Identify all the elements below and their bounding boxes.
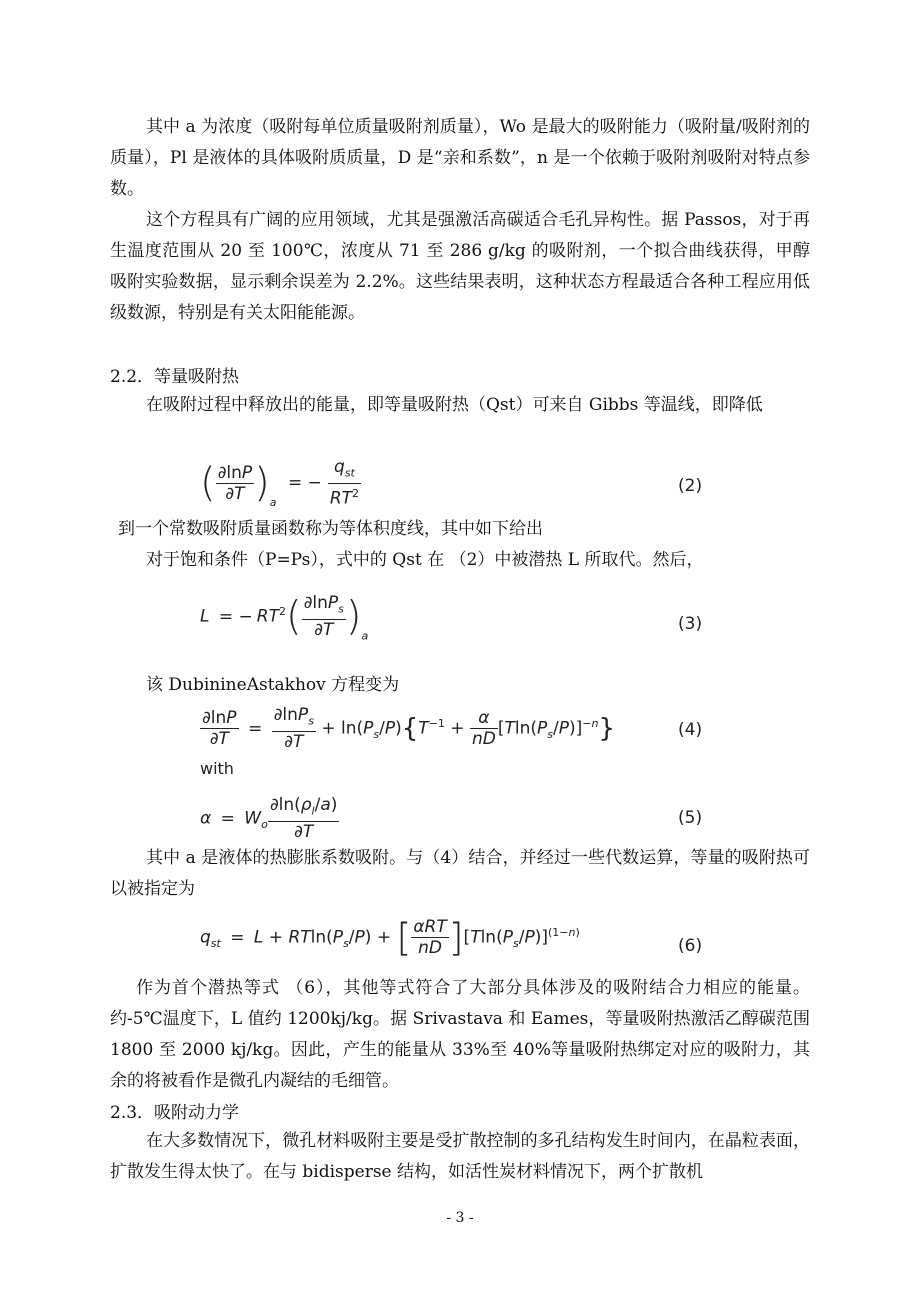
paragraph-passos: 这个方程具有广阔的应用领域，尤其是强激活高碳适合毛孔异构性。据 Passos，对于再生温度范围从 20 至 100℃，浓度从 71 至 286 g/kg 的吸附剂，一个拟合曲线获得，甲醇吸附实验数据，显示剩余误差为 2.2%。这些结果表明，这种状态方程最适合各种工程应用低级数源，特别是有关太阳能能源。 <box>110 210 810 323</box>
paragraph-thermal-expansion: 其中 a 是液体的热膨胀系数吸附。与（4）结合，并经过一些代数运算，等量的吸附热可以被指定为 <box>110 848 810 899</box>
equation-5-number: (5) <box>678 808 703 828</box>
equation-6-number: (6) <box>678 936 703 956</box>
equation-2-number: (2) <box>678 476 703 496</box>
line-saturation-condition: 对于饱和条件（P=Ps），式中的 Qst 在 （2）中被潜热 L 所取代。然后， <box>146 550 704 570</box>
section-heading-2-2: 2.2．等量吸附热 <box>110 367 240 387</box>
equation-4: $\frac{\partial\ln P}{\partial T}$ = $\frac{\partial\ln P_s}{\partial T}$ + $\ln(P_s/P)\{T^{-1}$ + $\frac{\alpha}{nD}$ $[Tln(P_s/P)]^{-n}$} <box>202 705 616 753</box>
line-after-eq2: 到一个常数吸附质量函数称为等体积度线，其中如下给出 <box>118 519 543 539</box>
equation-2: ( $\frac{\partial\ln P}{\partial T}$ )$_a$ = − $\frac{q_{st}}{RT^2}$ <box>200 457 360 510</box>
equation-3-number: (3) <box>678 614 703 634</box>
paragraph-kinetics: 在大多数情况下，微孔材料吸附主要是受扩散控制的多孔结构发生时间内，在晶粒表面，扩散发生得太快了。在与 bidisperse 结构，如活性炭材料情况下，两个扩散机 <box>110 1131 810 1182</box>
line-dubinin-astakhov: 该 DubinineAstakhov 方程变为 <box>146 675 400 695</box>
paragraph-definitions: 其中 a 为浓度（吸附每单位质量吸附剂质量），Wo 是最大的吸附能力（吸附量/吸附剂的质量），Pl 是液体的具体吸附质质量，D 是“亲和系数”，n 是一个依赖于吸附剂吸附对特点参数。 <box>110 117 810 199</box>
equation-5: $\alpha = W_o$ $\frac{\partial\ln(\rho_l/a)}{\partial T}$ <box>200 795 338 843</box>
equation-3: L = − $RT^2$( $\frac{\partial\ln P_s}{\partial T}$ )$_a$ <box>200 593 369 643</box>
section-heading-2-3: 2.3．吸附动力学 <box>110 1103 240 1123</box>
page-number: - 3 - <box>446 1210 474 1226</box>
with-label: with <box>200 759 234 778</box>
paragraph-latent-heat: 作为首个潜热等式 （6），其他等式符合了大部分具体涉及的吸附结合力相应的能量。约-5℃温度下，L 值约 1200kj/kg。据 Srivastava 和 Eames，等量吸附热激活乙醇碳范围 1800 至 2000 kj/kg。因此，产生的能量从 33%至 40%等量吸附热绑定对应的吸附力，其余的将被看作是微孔内凝结的毛细管。 <box>110 978 810 1091</box>
paragraph-isosteric-intro: 在吸附过程中释放出的能量，即等量吸附热（Qst）可来自 Gibbs 等温线，即降低 <box>146 395 763 415</box>
equation-6: $q_{st} = L + RTln(P_s/P)$ + [ $\frac{\text{αRT}}{nD}$ ]$[Tln(P_s/P)]^{(1-n)}$ <box>200 915 580 960</box>
equation-4-number: (4) <box>678 720 703 740</box>
